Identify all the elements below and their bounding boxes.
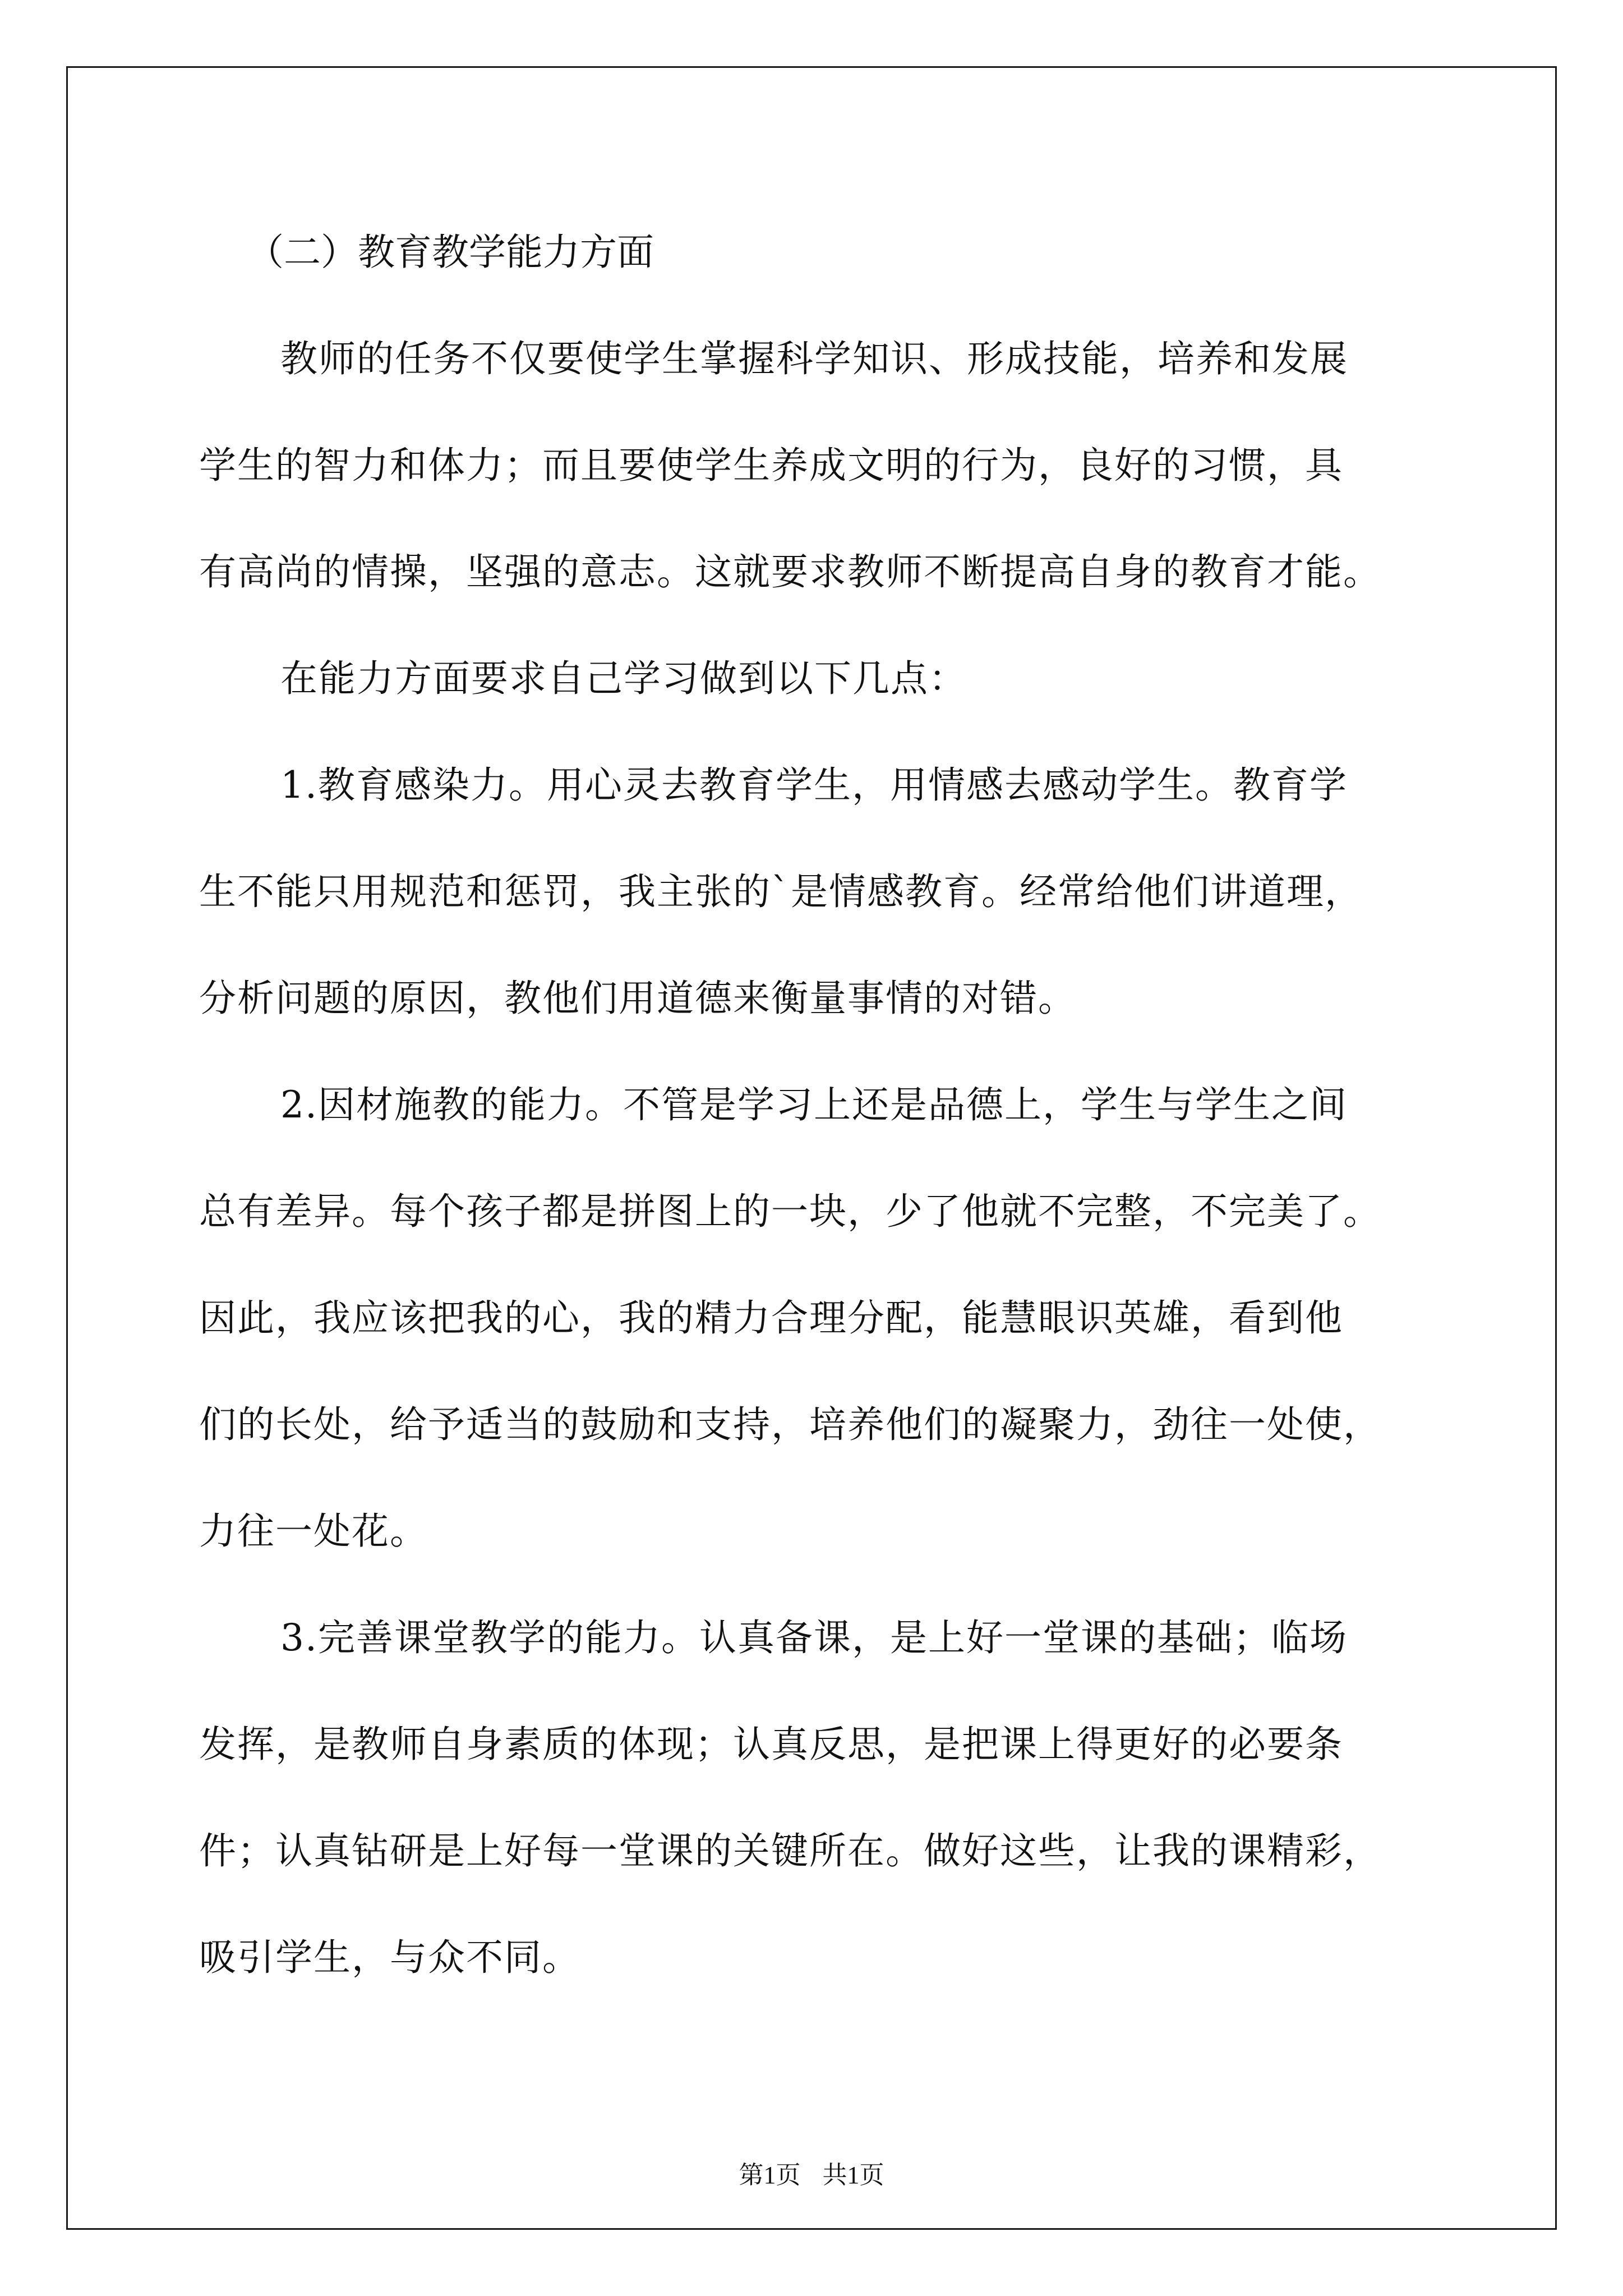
page-footer [0,2159,1623,2192]
paragraph-line: 因此，我应该把我的心，我的精力合理分配，能慧眼识英雄，看到他 [199,1296,1343,1340]
page-number-current: 第1页 [739,2161,801,2189]
paragraph-line: 在能力方面要求自己学习做到以下几点： [280,657,967,700]
paragraph-line: 吸引学生，与众不同。 [199,1936,580,1979]
paragraph-line: 3.完善课堂教学的能力。认真备课，是上好一堂课的基础；临场 [280,1616,1348,1659]
section-heading: （二）教育教学能力方面 [247,231,654,274]
paragraph-line: 件；认真钻研是上好每一堂课的关键所在。做好这些，让我的课精彩， [199,1829,1381,1872]
paragraph-line: 2.因材施教的能力。不管是学习上还是品德上，学生与学生之间 [280,1083,1348,1126]
paragraph-line: 总有差异。每个孩子都是拼图上的一块，少了他就不完整，不完美了。 [199,1190,1381,1233]
paragraph-line: 1.教育感染力。用心灵去教育学生，用情感去感动学生。教育学 [280,763,1348,807]
paragraph-line: 们的长处，给予适当的鼓励和支持，培养他们的凝聚力，劲往一处使， [199,1403,1381,1446]
paragraph-line: 有高尚的情操，坚强的意志。这就要求教师不断提高自身的教育才能。 [199,550,1381,593]
paragraph-line: 生不能只用规范和惩罚，我主张的`是情感教育。经常给他们讲道理， [199,870,1363,913]
paragraph-line: 学生的智力和体力；而且要使学生养成文明的行为，良好的习惯，具 [199,444,1343,487]
paragraph-line: 力往一处花。 [199,1510,428,1553]
paragraph-line: 分析问题的原因，教他们用道德来衡量事情的对错。 [199,977,1076,1020]
paragraph-line: 教师的任务不仅要使学生掌握科学知识、形成技能，培养和发展 [280,337,1348,380]
page-number-total: 共1页 [822,2161,884,2189]
page-border [66,66,1557,2230]
paragraph-line: 发挥，是教师自身素质的体现；认真反思，是把课上得更好的必要条 [199,1723,1343,1766]
